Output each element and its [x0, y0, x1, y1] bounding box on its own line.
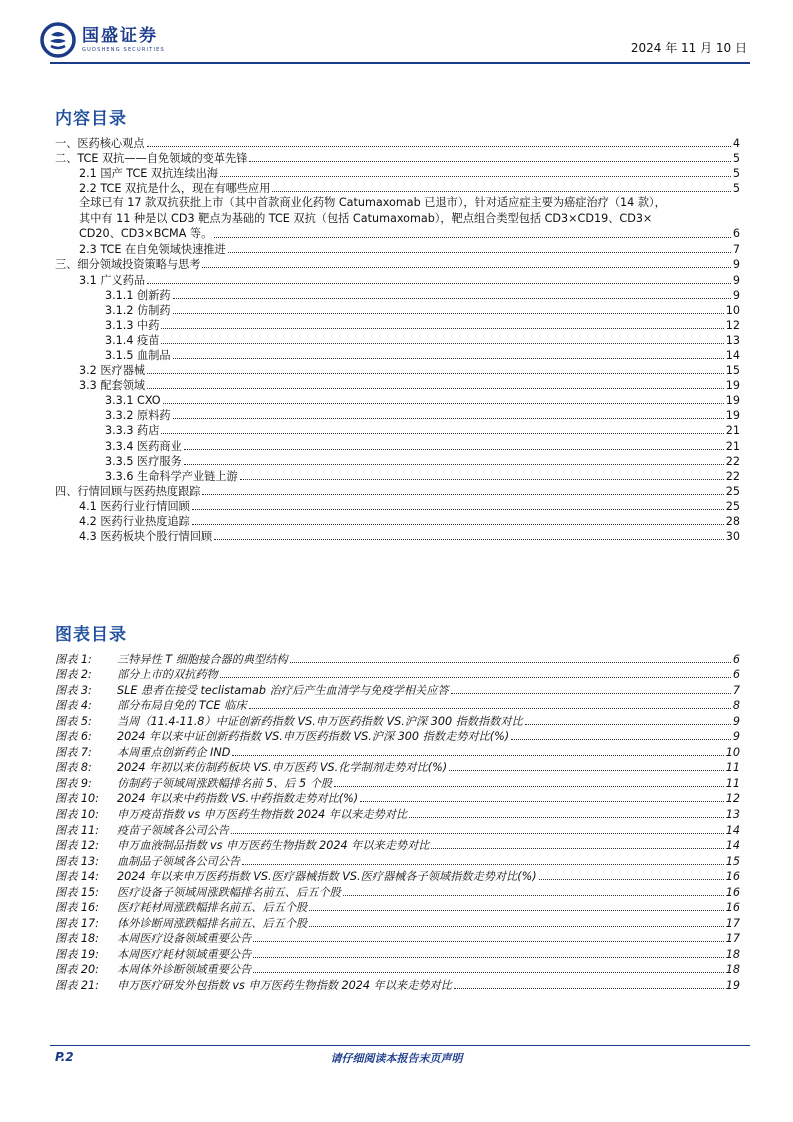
toc-leader-dots — [240, 478, 724, 480]
toc-page-number: 9 — [732, 288, 740, 302]
figure-entry[interactable] — [55, 681, 740, 697]
toc-page-number: 25 — [725, 484, 740, 498]
figure-number: 图表 3: — [55, 683, 92, 697]
figures-list — [55, 650, 740, 992]
figure-title: 仿制药子领域周涨跌幅排名前 5、后 5 个股 — [117, 776, 333, 790]
figure-entry[interactable] — [55, 774, 740, 790]
toc-entry[interactable] — [55, 453, 740, 468]
toc-entry-title: 3.1 广义药品 — [79, 273, 146, 287]
figure-leader-dots — [525, 723, 731, 725]
toc-entry[interactable] — [55, 392, 740, 407]
toc-entry[interactable] — [55, 302, 740, 317]
figure-page-number: 16 — [725, 901, 740, 915]
figure-title: 当周（11.4-11.8）中证创新药指数 VS.申万医药指数 VS.沪深 300 指数指数对比 — [117, 714, 523, 728]
figure-number: 图表 16: — [55, 901, 99, 915]
figure-title: 2024 年初以来仿制药板块 VS.申万医药 VS.化学制剂走势对比(%) — [117, 761, 448, 775]
figure-title: 2024 年以来中药指数 VS.中药指数走势对比(%) — [117, 792, 359, 806]
figure-number: 图表 12: — [55, 839, 99, 853]
toc-entry-title: 二、TCE 双抗——自免领域的变革先锋 — [55, 152, 248, 166]
figure-entry[interactable] — [55, 650, 740, 666]
toc-leader-dots — [147, 387, 724, 389]
toc-leader-dots — [272, 190, 730, 192]
figure-number: 图表 9: — [55, 776, 92, 790]
toc-page-number: 5 — [732, 182, 740, 196]
toc-leader-dots — [184, 448, 724, 450]
toc-page-number: 21 — [725, 439, 740, 453]
toc-leader-dots — [173, 357, 724, 359]
figure-leader-dots — [253, 971, 723, 973]
figure-entry[interactable] — [55, 961, 740, 977]
logo-english-name: GUOSHENG SECURITIES — [82, 47, 165, 53]
toc-leader-dots — [147, 145, 731, 147]
figure-number: 图表 5: — [55, 714, 92, 728]
toc-entry-title: 一、医药核心观点 — [55, 137, 145, 151]
logo-icon — [40, 22, 76, 58]
figure-page-number: 17 — [725, 916, 740, 930]
page-number: P.2 — [55, 1050, 74, 1064]
toc-page-number: 19 — [725, 409, 740, 423]
figure-title: 申万医疗研发外包指数 vs 申万医药生物指数 2024 年以来走势对比 — [117, 979, 452, 993]
toc-paragraph-entry[interactable] — [55, 195, 740, 241]
logo-chinese-name: 国盛证券 — [82, 26, 158, 46]
figure-entry[interactable] — [55, 821, 740, 837]
figure-number: 图表 2: — [55, 668, 92, 682]
figure-page-number: 14 — [725, 839, 740, 853]
figure-number: 图表 20: — [55, 963, 99, 977]
figure-number: 图表 19: — [55, 947, 99, 961]
toc-page-number: 28 — [725, 515, 740, 529]
toc-entry-title: 3.3.5 医疗服务 — [105, 454, 182, 468]
toc-entry-title: 3.1.3 中药 — [105, 318, 160, 332]
figure-entry[interactable] — [55, 697, 740, 713]
toc-entry[interactable] — [55, 150, 740, 165]
toc-page-number: 10 — [725, 303, 740, 317]
figure-leader-dots — [431, 847, 723, 849]
figure-title: 医疗耗材周涨跌幅排名前五、后五个股 — [117, 901, 308, 915]
toc-entry[interactable] — [55, 498, 740, 513]
toc-entry-title: 4.2 医药行业热度追踪 — [79, 515, 190, 529]
figure-page-number: 10 — [725, 745, 740, 759]
toc-leader-dots — [163, 402, 724, 404]
disclaimer-notice: 请仔细阅读本报告末页声明 — [330, 1052, 463, 1065]
toc-entry[interactable] — [55, 241, 740, 256]
page-header — [0, 0, 793, 70]
toc-entry-title: 3.3.2 原料药 — [105, 409, 171, 423]
figure-page-number: 17 — [725, 932, 740, 946]
footer-divider — [50, 1045, 750, 1046]
toc-page-number: 6 — [732, 226, 740, 240]
figure-title: 部分布局自免的 TCE 临床 — [117, 699, 247, 713]
figure-leader-dots — [360, 800, 724, 802]
figure-title: 本周医疗设备领域重要公告 — [117, 932, 252, 946]
figure-entry[interactable] — [55, 837, 740, 853]
toc-entry-title: 3.1.5 血制品 — [105, 349, 171, 363]
toc-entry-title: 四、行情回顾与医药热度跟踪 — [55, 484, 201, 498]
toc-entry-title: 4.1 医药行业行情回顾 — [79, 499, 190, 513]
figure-title: 申万血液制品指数 vs 申万医药生物指数 2024 年以来走势对比 — [117, 839, 430, 853]
figure-title: 三特异性 T 细胞接合器的典型结构 — [117, 652, 288, 666]
figure-entry[interactable] — [55, 868, 740, 884]
toc-entry-title: 三、细分领域投资策略与思考 — [55, 258, 201, 272]
toc-entry-title: 3.1.2 仿制药 — [105, 303, 171, 317]
figure-page-number: 7 — [732, 683, 740, 697]
toc-paragraph-line-2: 其中有 11 种是以 CD3 靶点为基础的 TCE 双抗（包括 Catumaxomab），靶点组合类型包括 CD3×CD19、CD3× — [79, 211, 653, 225]
figures-title: 图表目录 — [55, 625, 127, 645]
toc-page-number: 4 — [732, 137, 740, 151]
figure-page-number: 13 — [725, 808, 740, 822]
figure-page-number: 8 — [732, 699, 740, 713]
toc-leader-dots — [220, 175, 731, 177]
figure-leader-dots — [454, 987, 724, 989]
figure-leader-dots — [231, 832, 724, 834]
toc-entry[interactable] — [55, 180, 740, 195]
toc-leader-dots — [147, 372, 724, 374]
figure-number: 图表 13: — [55, 854, 99, 868]
toc-entry-title: 2.2 TCE 双抗是什么，现在有哪些应用 — [79, 182, 271, 196]
figure-number: 图表 21: — [55, 979, 99, 993]
toc-page-number: 19 — [725, 394, 740, 408]
toc-entry[interactable] — [55, 271, 740, 286]
toc-entry-title: 3.2 医疗器械 — [79, 364, 146, 378]
figure-page-number: 9 — [732, 714, 740, 728]
toc-page-number: 9 — [732, 258, 740, 272]
toc-entry-title: 2.3 TCE 在自免领域快速推进 — [79, 243, 226, 257]
figure-title: 疫苗子领域各公司公告 — [117, 823, 229, 837]
figure-entry[interactable] — [55, 743, 740, 759]
toc-entry-title: 3.1.4 疫苗 — [105, 333, 160, 347]
figure-entry[interactable] — [55, 930, 740, 946]
figure-entry[interactable] — [55, 852, 740, 868]
figure-leader-dots — [290, 661, 731, 663]
toc-page-number: 30 — [725, 530, 740, 544]
header-divider — [50, 62, 750, 64]
figure-page-number: 15 — [725, 854, 740, 868]
figure-entry[interactable] — [55, 728, 740, 744]
toc-leader-dots — [184, 463, 724, 465]
toc-entry-title: 3.3 配套领域 — [79, 379, 146, 393]
toc-entry-title: 3.3.6 生命科学产业链上游 — [105, 469, 238, 483]
toc-entry-title: 2.1 国产 TCE 双抗连续出海 — [79, 167, 219, 181]
figure-number: 图表 10: — [55, 792, 99, 806]
toc-entry[interactable] — [55, 362, 740, 377]
toc-entry-title: 4.3 医药板块个股行情回顾 — [79, 530, 213, 544]
company-logo — [40, 22, 165, 58]
toc-paragraph-line-3: CD20、CD3×BCMA 等。 — [79, 226, 213, 240]
figure-leader-dots — [334, 785, 724, 787]
figure-title: 本周重点创新药企 IND — [117, 745, 231, 759]
toc-leader-dots — [214, 538, 724, 540]
figure-title: 2024 年以来中证创新药指数 VS.申万医药指数 VS.沪深 300 指数走势对比(%) — [117, 730, 510, 744]
toc-page-number: 25 — [725, 499, 740, 513]
toc-entry[interactable] — [55, 528, 740, 543]
toc-leader-dots — [192, 508, 724, 510]
figure-leader-dots — [220, 676, 731, 678]
toc-leader-dots — [202, 493, 723, 495]
toc-entry-title: 3.3.3 药店 — [105, 424, 160, 438]
figure-number: 图表 14: — [55, 870, 99, 884]
figure-number: 图表 15: — [55, 885, 99, 899]
figure-number: 图表 7: — [55, 745, 92, 759]
report-date: 2024 年 11 月 10 日 — [630, 41, 747, 55]
figure-entry[interactable] — [55, 712, 740, 728]
toc-leader-dots — [161, 342, 723, 344]
figure-number: 图表 6: — [55, 730, 92, 744]
toc-page-number: 7 — [732, 243, 740, 257]
figure-entry[interactable] — [55, 790, 740, 806]
figure-number: 图表 8: — [55, 761, 92, 775]
toc-paragraph-line-1: 全球已有 17 款双抗获批上市（其中首款商业化药物 Catumaxomab 已退市），针对适应症主要为癌症治疗（14 款）， — [79, 196, 666, 210]
figure-entry[interactable] — [55, 805, 740, 821]
figure-number: 图表 10: — [55, 808, 99, 822]
toc-page-number: 12 — [725, 318, 740, 332]
toc-leader-dots — [161, 432, 723, 434]
toc-entry-title: 3.3.1 CXO — [105, 394, 161, 408]
figure-entry[interactable] — [55, 976, 740, 992]
figure-leader-dots — [409, 816, 724, 818]
toc-entry[interactable] — [55, 135, 740, 150]
toc-leader-dots — [192, 523, 724, 525]
figure-title: SLE 患者在接受 teclistamab 治疗后产生血清学与免疫学相关应答 — [117, 683, 449, 697]
figure-entry[interactable] — [55, 945, 740, 961]
figure-entry[interactable] — [55, 914, 740, 930]
toc-entry[interactable] — [55, 513, 740, 528]
figure-entry[interactable] — [55, 899, 740, 915]
toc-leader-dots — [249, 160, 730, 162]
toc-page-number: 13 — [725, 333, 740, 347]
toc-entry-title: 3.3.4 医药商业 — [105, 439, 182, 453]
figure-title: 部分上市的双抗药物 — [117, 668, 218, 682]
figure-leader-dots — [232, 754, 723, 756]
figure-title: 血制品子领域各公司公告 — [117, 854, 241, 868]
toc-page-number: 9 — [732, 273, 740, 287]
toc-leader-dots — [173, 297, 731, 299]
figure-leader-dots — [249, 707, 731, 709]
figure-leader-dots — [253, 956, 723, 958]
figure-page-number: 18 — [725, 963, 740, 977]
toc-leader-dots — [161, 327, 723, 329]
toc-entry[interactable] — [55, 287, 740, 302]
toc-leader-dots — [214, 236, 731, 238]
figure-number: 图表 11: — [55, 823, 99, 837]
figure-page-number: 12 — [725, 792, 740, 806]
figure-leader-dots — [309, 925, 724, 927]
toc-entry[interactable] — [55, 468, 740, 483]
toc-leader-dots — [228, 251, 731, 253]
figure-page-number: 6 — [732, 652, 740, 666]
toc-leader-dots — [147, 282, 731, 284]
figure-title: 申万疫苗指数 vs 申万医药生物指数 2024 年以来走势对比 — [117, 808, 408, 822]
toc-title: 内容目录 — [55, 109, 127, 129]
toc-page-number: 5 — [732, 167, 740, 181]
figure-leader-dots — [539, 878, 724, 880]
figure-leader-dots — [511, 738, 731, 740]
figure-leader-dots — [343, 894, 724, 896]
toc-entry[interactable] — [55, 332, 740, 347]
figure-leader-dots — [242, 863, 724, 865]
toc-entry[interactable] — [55, 377, 740, 392]
figure-title: 2024 年以来申万医药指数 VS.医疗器械指数 VS.医疗器械各子领域指数走势对比(%) — [117, 870, 537, 884]
toc-page-number: 14 — [725, 349, 740, 363]
toc-entry[interactable] — [55, 407, 740, 422]
figure-entry[interactable] — [55, 759, 740, 775]
toc-page-number: 21 — [725, 424, 740, 438]
figure-title: 体外诊断周涨跌幅排名前五、后五个股 — [117, 916, 308, 930]
figure-leader-dots — [451, 692, 731, 694]
toc-leader-dots — [202, 266, 730, 268]
toc-page-number: 15 — [725, 364, 740, 378]
figure-page-number: 11 — [725, 776, 740, 790]
figure-page-number: 6 — [732, 668, 740, 682]
figure-title: 本周医疗耗材领域重要公告 — [117, 947, 252, 961]
figure-page-number: 11 — [725, 761, 740, 775]
toc-entry[interactable] — [55, 437, 740, 452]
toc-entry[interactable] — [55, 347, 740, 362]
toc-page-number: 22 — [725, 469, 740, 483]
figure-number: 图表 17: — [55, 916, 99, 930]
toc-entry[interactable] — [55, 422, 740, 437]
figure-page-number: 18 — [725, 947, 740, 961]
figure-page-number: 19 — [725, 979, 740, 993]
toc-leader-dots — [173, 417, 724, 419]
toc-page-number: 19 — [725, 379, 740, 393]
toc-entry[interactable] — [55, 256, 740, 271]
toc-page-number: 22 — [725, 454, 740, 468]
toc-leader-dots — [173, 312, 724, 314]
figure-leader-dots — [309, 909, 724, 911]
figure-page-number: 9 — [732, 730, 740, 744]
figure-leader-dots — [253, 940, 723, 942]
toc-list — [55, 135, 740, 543]
toc-entry[interactable] — [55, 483, 740, 498]
toc-page-number: 5 — [732, 152, 740, 166]
toc-entry[interactable] — [55, 317, 740, 332]
figure-title: 医疗设备子领域周涨跌幅排名前五、后五个股 — [117, 885, 341, 899]
toc-entry-title: 3.1.1 创新药 — [105, 288, 171, 302]
figure-page-number: 16 — [725, 870, 740, 884]
figure-entry[interactable] — [55, 666, 740, 682]
figure-page-number: 16 — [725, 885, 740, 899]
toc-entry[interactable] — [55, 165, 740, 180]
figure-number: 图表 18: — [55, 932, 99, 946]
figure-leader-dots — [449, 769, 724, 771]
figure-title: 本周体外诊断领域重要公告 — [117, 963, 252, 977]
figure-number: 图表 4: — [55, 699, 92, 713]
figure-entry[interactable] — [55, 883, 740, 899]
figure-page-number: 14 — [725, 823, 740, 837]
figure-number: 图表 1: — [55, 652, 92, 666]
